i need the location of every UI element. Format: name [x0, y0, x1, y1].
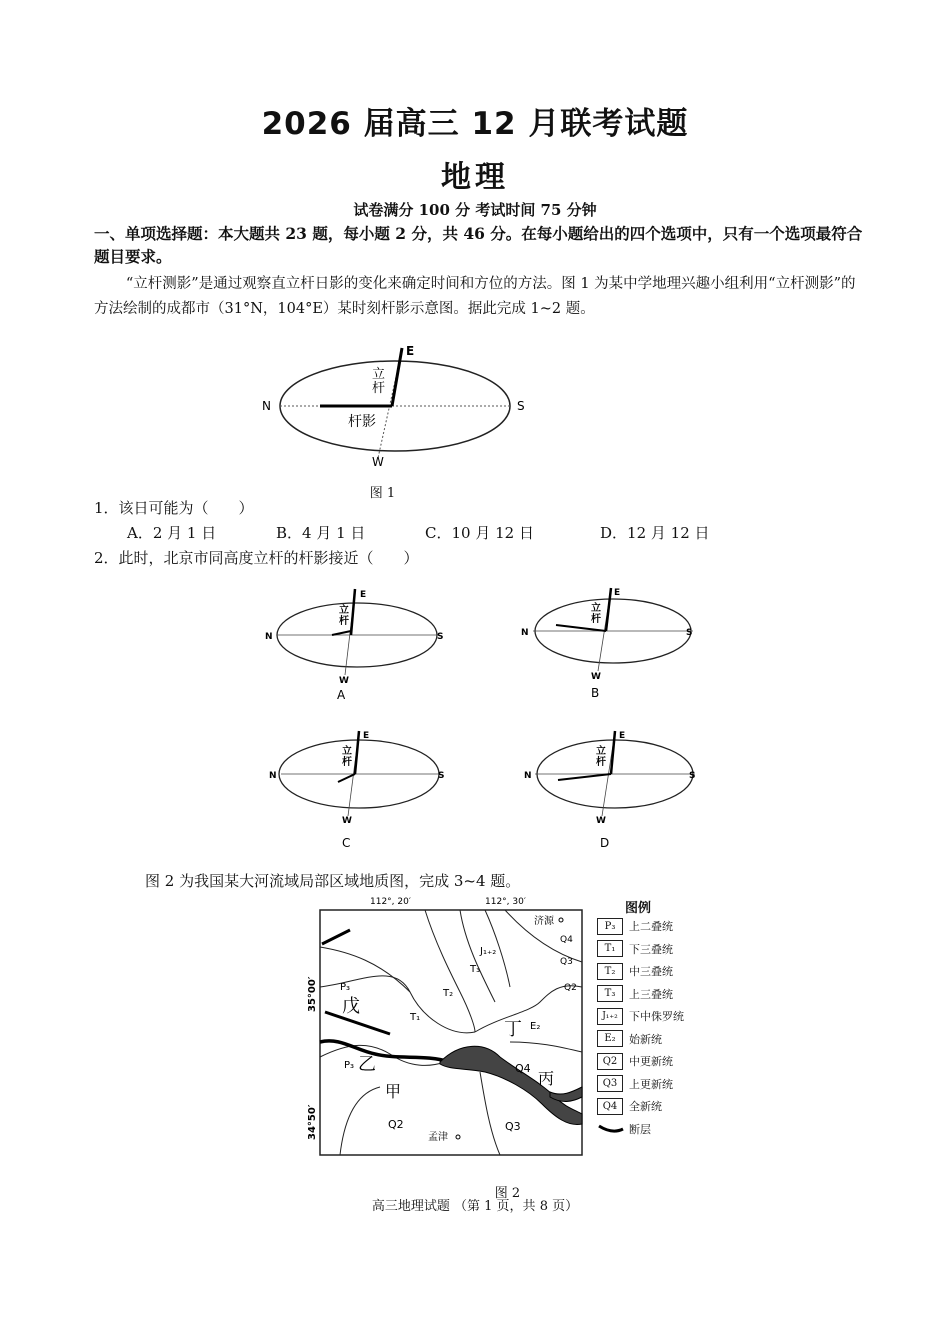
- svg-text:W: W: [339, 676, 349, 686]
- city-jiyuan: 济源: [534, 916, 554, 927]
- label-e: E: [406, 344, 415, 358]
- svg-text:J₁₊₂: J₁₊₂: [480, 946, 497, 957]
- svg-text:Q3: Q3: [505, 1120, 521, 1133]
- svg-text:S: S: [689, 771, 696, 781]
- fault-symbol-icon: [597, 1121, 625, 1136]
- diagram-b[interactable]: [518, 585, 703, 700]
- question-1-option-c[interactable]: C．10 月 12 日: [425, 524, 534, 542]
- diagram-d[interactable]: [520, 728, 705, 853]
- svg-text:T₂: T₂: [443, 988, 454, 999]
- figure-1-diagram: [250, 340, 540, 470]
- legend-item: T₁ 下三叠统: [597, 938, 707, 961]
- legend-item: Q4 全新统: [597, 1095, 707, 1118]
- svg-text:N: N: [265, 632, 273, 642]
- lon-label-1: 112°, 20′: [370, 897, 411, 907]
- svg-text:Q2: Q2: [388, 1118, 404, 1131]
- figure-1-caption: 图 1: [369, 486, 396, 501]
- exam-title: 2026 届高三 12 月联考试题: [261, 106, 689, 142]
- svg-text:E: E: [360, 590, 367, 600]
- svg-text:甲: 甲: [385, 1082, 402, 1101]
- svg-text:E₂: E₂: [530, 1021, 541, 1032]
- diagram-a[interactable]: [262, 585, 447, 700]
- svg-text:W: W: [342, 816, 352, 826]
- shadow-label: 杆影: [348, 414, 376, 430]
- question-1-stem: 1．该日可能为（ ）: [94, 499, 254, 517]
- legend-item: E₂ 始新统: [597, 1028, 707, 1051]
- svg-text:P₃: P₃: [340, 982, 351, 993]
- svg-text:E: E: [363, 731, 370, 741]
- diagram-c-label: C: [342, 836, 351, 850]
- diagram-b-label: B: [591, 686, 600, 700]
- diagram-a-label: A: [337, 688, 346, 700]
- figure-2-caption: 图 2: [494, 1186, 521, 1201]
- label-s: S: [517, 399, 525, 413]
- svg-text:S: S: [437, 632, 444, 642]
- legend-list: [597, 915, 707, 1140]
- passage-1: “立杆测影”是通过观察直立杆日影的变化来确定时间和方位的方法。图 1 为某中学地理兴趣小组利用“立杆测影”的方法绘制的成都市（31°N，104°E）某时刻杆影示意图。据此完成 1~2 题。: [94, 276, 856, 317]
- pole-label-top: 立: [372, 367, 386, 382]
- page-footer: 高三地理试题 （第 1 页，共 8 页）: [371, 1199, 579, 1214]
- svg-text:E: E: [614, 588, 621, 598]
- svg-text:立: 立: [596, 746, 606, 757]
- svg-text:丙: 丙: [538, 1069, 555, 1088]
- legend-item: J₁₊₂ 下中侏罗统: [597, 1005, 707, 1028]
- section-heading: 一、单项选择题：本大题共 23 题，每小题 2 分，共 46 分。在每小题给出的四个选项中，只有一个选项最符合题目要求。: [94, 224, 863, 266]
- question-1-option-b[interactable]: B．4 月 1 日: [276, 524, 366, 542]
- svg-text:Q4: Q4: [560, 935, 573, 945]
- svg-text:丁: 丁: [504, 1019, 522, 1040]
- question-1-option-a[interactable]: A．2 月 1 日: [127, 524, 217, 542]
- legend-item: P₃ 上二叠统: [597, 915, 707, 938]
- svg-text:N: N: [521, 628, 529, 638]
- svg-text:戊: 戊: [342, 996, 360, 1017]
- svg-text:E: E: [619, 731, 626, 741]
- legend-item: Q2 中更新统: [597, 1050, 707, 1073]
- question-1-option-d[interactable]: D．12 月 12 日: [600, 524, 710, 542]
- diagram-d-label: D: [600, 836, 610, 850]
- label-w: W: [372, 455, 384, 469]
- lon-label-2: 112°, 30′: [485, 897, 526, 907]
- lat-label-2: 34°50′: [307, 1104, 318, 1140]
- svg-text:S: S: [686, 628, 693, 638]
- lat-label-1: 35°00′: [307, 976, 318, 1012]
- svg-text:P₃: P₃: [344, 1060, 355, 1071]
- svg-text:W: W: [596, 816, 606, 826]
- svg-text:乙: 乙: [358, 1054, 376, 1075]
- svg-text:立: 立: [339, 605, 349, 616]
- svg-text:立: 立: [342, 746, 352, 757]
- legend-item: T₂ 中三叠统: [597, 960, 707, 983]
- legend-title: 图例: [625, 901, 652, 916]
- svg-text:杆: 杆: [339, 616, 349, 627]
- legend-item-fault: 断层: [597, 1118, 707, 1141]
- horizon-ellipse: [280, 361, 510, 451]
- svg-text:N: N: [269, 771, 277, 781]
- passage-2: 图 2 为我国某大河流域局部区域地质图，完成 3~4 题。: [145, 872, 521, 890]
- svg-text:N: N: [524, 771, 532, 781]
- svg-text:T₃: T₃: [470, 964, 481, 975]
- svg-text:杆: 杆: [591, 614, 601, 625]
- svg-text:S: S: [438, 771, 445, 781]
- diagram-c[interactable]: [266, 728, 451, 853]
- exam-info: 试卷满分 100 分 考试时间 75 分钟: [353, 201, 597, 219]
- svg-text:Q2: Q2: [564, 983, 577, 993]
- pole-line: [392, 348, 402, 406]
- svg-text:杆: 杆: [596, 757, 606, 768]
- svg-text:Q3: Q3: [560, 957, 573, 967]
- legend-item: T₃ 上三叠统: [597, 983, 707, 1006]
- pole-label-bottom: 杆: [372, 381, 386, 396]
- label-n: N: [262, 399, 271, 413]
- svg-text:T₁: T₁: [410, 1012, 421, 1023]
- city-mengjin: 孟津: [428, 1132, 448, 1143]
- svg-text:立: 立: [591, 603, 601, 614]
- map-frame: [320, 910, 582, 1155]
- svg-text:W: W: [591, 672, 601, 682]
- svg-text:杆: 杆: [342, 757, 352, 768]
- exam-subject: 地理: [441, 160, 509, 195]
- svg-text:Q4: Q4: [515, 1062, 531, 1075]
- question-2-stem: 2．此时，北京市同高度立杆的杆影接近（ ）: [94, 549, 419, 567]
- legend-item: Q3 上更新统: [597, 1073, 707, 1096]
